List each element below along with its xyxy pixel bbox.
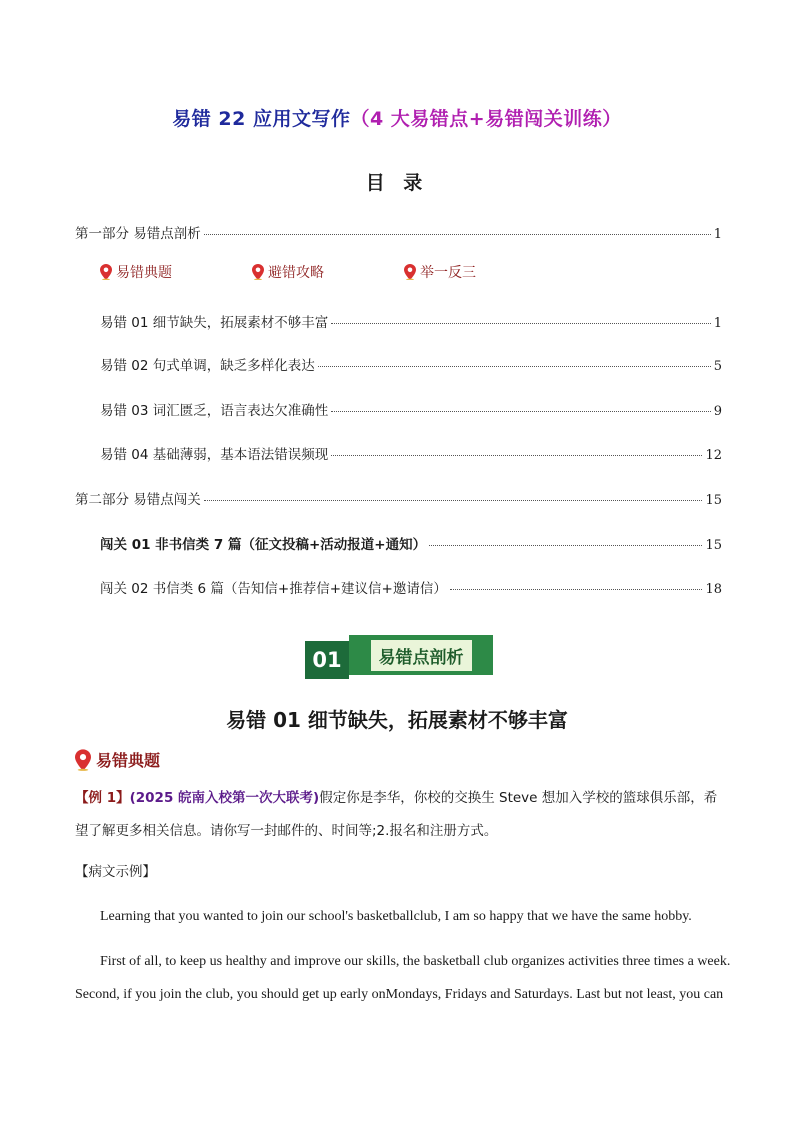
example-line: 【例 1】(2025 皖南入校第一次大联考)假定你是李华，你校的交换生 Steve 想加入学校的篮球俱乐部，希 [75, 790, 718, 806]
essay-paragraph: Learning that you wanted to join our school's basketballclub, I am so happy that we have the same hobby. [100, 909, 692, 924]
map-pin-icon [75, 749, 91, 771]
legend [100, 262, 556, 282]
toc-leader [450, 589, 703, 590]
toc-leader [331, 323, 710, 324]
banner-number: 01 [305, 641, 349, 679]
map-pin-icon [252, 264, 264, 280]
example-paragraph [75, 782, 720, 848]
title-sub: （4 大易错点+易错闯关训练） [350, 108, 622, 130]
toc-leader [318, 366, 711, 367]
legend-item: 易错典题 [100, 262, 252, 282]
banner-label: 易错点剖析 [371, 640, 472, 671]
essay-line: Second, if you join the club, you should get up early onMondays, Fridays and Saturdays. Last but not least, you can [75, 987, 724, 1002]
banner-label-box [349, 635, 493, 675]
toc-leader [429, 545, 702, 546]
title-main: 易错 22 应用文写作 [172, 108, 351, 130]
section-tag: 易错典题 [75, 748, 160, 771]
toc-entry[interactable]: 第一部分 易错点剖析 1 [75, 226, 722, 242]
toc-leader [204, 234, 711, 235]
toc-heading: 目 录 [365, 172, 429, 194]
toc-entry[interactable]: 易错 04 基础薄弱，基本语法错误频现 12 [100, 447, 722, 463]
section-banner [305, 635, 493, 679]
toc-entry[interactable]: 易错 01 细节缺失，拓展素材不够丰富 1 [100, 315, 722, 331]
sample-label: 【病文示例】 [75, 864, 156, 880]
example-label: 【例 1】 [75, 790, 130, 806]
example-source: (2025 皖南入校第一次大联考) [129, 790, 320, 806]
legend-item: 举一反三 [404, 262, 556, 282]
toc-entry[interactable]: 闯关 01 非书信类 7 篇（征文投稿+活动报道+通知） 15 [100, 537, 722, 553]
legend-item: 避错攻略 [252, 262, 404, 282]
example-line: 望了解更多相关信息。请你写一封邮件的、时间等;2.报名和注册方式。 [75, 823, 498, 839]
toc-leader [204, 500, 703, 501]
document-title [0, 104, 794, 131]
toc-leader [331, 455, 702, 456]
toc-leader [331, 411, 710, 412]
toc-entry[interactable]: 易错 03 词汇匮乏，语言表达欠准确性 9 [100, 403, 722, 419]
map-pin-icon [404, 264, 416, 280]
toc-entry[interactable]: 第二部分 易错点闯关 15 [75, 492, 722, 508]
section-heading: 易错 01 细节缺失，拓展素材不够丰富 [226, 708, 568, 732]
toc-entry[interactable]: 闯关 02 书信类 6 篇（告知信+推荐信+建议信+邀请信） 18 [100, 581, 722, 597]
map-pin-icon [100, 264, 112, 280]
essay-line: First of all, to keep us healthy and improve our skills, the basketball club organizes activities three times a week. [100, 954, 731, 969]
toc-entry[interactable]: 易错 02 句式单调，缺乏多样化表达 5 [100, 358, 722, 374]
